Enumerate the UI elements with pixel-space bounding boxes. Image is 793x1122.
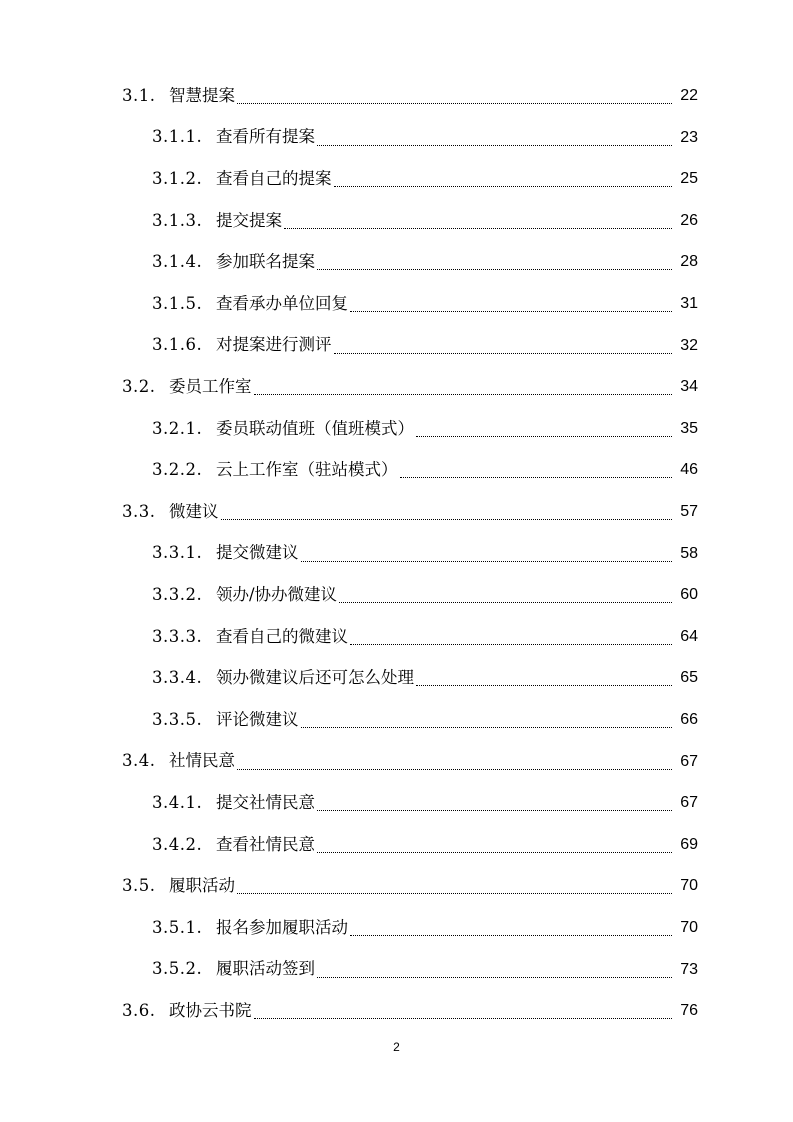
toc-entry-page: 67: [680, 794, 698, 812]
toc-entry-page: 60: [680, 586, 698, 604]
toc-dot-leader: [350, 935, 672, 936]
toc-entry[interactable]: [152, 575, 698, 615]
toc-dot-leader: [237, 893, 672, 894]
toc-entry-page: 76: [680, 1002, 698, 1020]
toc-entry-title: 对提案进行测评: [216, 335, 332, 355]
toc-entry-number: 3.6.: [122, 1000, 156, 1020]
toc-entry-title: 查看承办单位回复: [216, 293, 348, 313]
toc-entry-number: 3.3.: [122, 501, 156, 521]
toc-entry[interactable]: [122, 742, 698, 782]
toc-entry[interactable]: [152, 118, 698, 158]
toc-entry-title: 履职活动: [169, 876, 235, 896]
toc-entry-number: 3.1.3.: [152, 210, 203, 230]
toc-entry-title: 领办微建议后还可怎么处理: [216, 668, 414, 688]
toc-entry-title: 微建议: [169, 501, 219, 521]
toc-entry-number: 3.4.2.: [152, 834, 203, 854]
toc-entry-number: 3.2.2.: [152, 460, 203, 480]
toc-entry-number: 3.3.3.: [152, 626, 203, 646]
toc-dot-leader: [301, 727, 673, 728]
toc-entry-number: 3.4.: [122, 751, 156, 771]
toc-entry-page: 66: [680, 711, 698, 728]
toc-entry-number: 3.5.1.: [152, 917, 203, 937]
toc-entry[interactable]: [152, 450, 698, 490]
toc-entry-page: 25: [680, 170, 698, 188]
toc-dot-leader: [301, 561, 673, 562]
toc-dot-leader: [400, 477, 673, 478]
toc-entry-number: 3.1.4.: [152, 252, 203, 272]
toc-entry-number: 3.2.: [122, 376, 156, 396]
toc-entry-title: 查看自己的微建议: [216, 626, 348, 646]
toc-dot-leader: [334, 353, 673, 354]
toc-entry-page: 32: [680, 336, 698, 354]
toc-dot-leader: [317, 852, 672, 853]
toc-entry-page: 23: [680, 128, 698, 146]
toc-entry-number: 3.5.2.: [152, 959, 203, 979]
toc-dot-leader: [334, 186, 673, 187]
toc-entry-title: 评论微建议: [216, 709, 299, 729]
toc-dot-leader: [284, 228, 672, 229]
toc-entry[interactable]: [152, 201, 698, 241]
toc-entry[interactable]: [122, 367, 698, 407]
toc-entry-number: 3.3.1.: [152, 543, 203, 563]
toc-entry-title: 领办/协办微建议: [216, 584, 338, 604]
toc-entry-page: 64: [680, 627, 698, 645]
toc-dot-leader: [350, 644, 672, 645]
toc-entry[interactable]: [152, 159, 698, 199]
toc-entry-page: 58: [680, 544, 698, 562]
toc-dot-leader: [254, 1018, 673, 1019]
toc-entry[interactable]: [122, 76, 698, 116]
toc-entry-title: 提交微建议: [216, 543, 299, 563]
toc-entry-title: 政协云书院: [169, 1000, 252, 1020]
toc-entry-page: 26: [680, 211, 698, 229]
toc-dot-leader: [317, 977, 672, 978]
toc-entry-title: 报名参加履职活动: [216, 917, 348, 937]
toc-dot-leader: [317, 269, 672, 270]
toc-dot-leader: [416, 436, 672, 437]
toc-entry-number: 3.1.: [122, 85, 156, 105]
toc-entry-title: 查看社情民意: [216, 834, 315, 854]
toc-dot-leader: [254, 394, 673, 395]
toc-entry-title: 参加联名提案: [216, 252, 315, 272]
toc-entry-number: 3.3.5.: [152, 709, 203, 729]
toc-entry-number: 3.3.2.: [152, 584, 203, 604]
toc-entry-page: 22: [680, 87, 698, 104]
toc-entry-page: 35: [680, 419, 698, 437]
toc-entry-title: 查看自己的提案: [216, 168, 332, 188]
toc-entry-page: 73: [680, 960, 698, 978]
toc-dot-leader: [221, 519, 673, 520]
toc-entry[interactable]: [152, 908, 698, 948]
toc-dot-leader: [350, 311, 672, 312]
toc-entry-title: 查看所有提案: [216, 127, 315, 147]
toc-entry[interactable]: [152, 658, 698, 698]
toc-entry-page: 65: [680, 669, 698, 687]
toc-entry-page: 69: [680, 835, 698, 853]
toc-entry[interactable]: [152, 409, 698, 449]
toc-entry[interactable]: [152, 242, 698, 282]
toc-entry-number: 3.1.5.: [152, 293, 203, 313]
toc-entry-title: 云上工作室（驻站模式）: [216, 460, 398, 480]
toc-entry-number: 3.3.4.: [152, 668, 203, 688]
toc-entry-title: 委员工作室: [169, 376, 252, 396]
toc-entry-title: 委员联动值班（值班模式）: [216, 418, 414, 438]
toc-entry[interactable]: [152, 950, 698, 990]
toc-entry[interactable]: [122, 991, 698, 1031]
toc-entry[interactable]: [122, 866, 698, 906]
toc-entry[interactable]: [152, 534, 698, 574]
toc-entry-title: 履职活动签到: [216, 959, 315, 979]
toc-dot-leader: [339, 602, 672, 603]
page-number: 2: [393, 1040, 400, 1054]
toc-entry[interactable]: [152, 825, 698, 865]
toc-entry[interactable]: [152, 284, 698, 324]
toc-entry-page: 70: [680, 877, 698, 895]
toc-entry-title: 智慧提案: [169, 85, 235, 105]
toc-dot-leader: [237, 769, 672, 770]
toc-entry[interactable]: [152, 700, 698, 740]
toc-entry-title: 提交社情民意: [216, 792, 315, 812]
toc-entry-page: 46: [680, 461, 698, 479]
toc-entry[interactable]: [152, 326, 698, 366]
toc-entry-page: 31: [680, 295, 698, 312]
toc-entry[interactable]: [152, 617, 698, 657]
toc-entry-page: 67: [680, 752, 698, 770]
toc-entry-number: 3.5.: [122, 876, 156, 896]
toc-dot-leader: [416, 685, 672, 686]
toc-entry-title: 社情民意: [169, 751, 235, 771]
toc-entry[interactable]: [122, 492, 698, 532]
toc-entry-page: 34: [680, 378, 698, 396]
toc-dot-leader: [317, 145, 672, 146]
toc-entry-page: 70: [680, 919, 698, 936]
toc-dot-leader: [237, 103, 672, 104]
toc-entry-number: 3.1.1.: [152, 127, 203, 147]
toc-entry-page: 28: [680, 253, 698, 271]
toc-entry-number: 3.2.1.: [152, 418, 203, 438]
toc-entry-title: 提交提案: [216, 210, 282, 230]
toc-entry[interactable]: [152, 783, 698, 823]
toc-entry-number: 3.4.1.: [152, 792, 203, 812]
toc-entry-number: 3.1.6.: [152, 335, 203, 355]
toc-entry-number: 3.1.2.: [152, 168, 203, 188]
toc-entry-page: 57: [680, 503, 698, 520]
toc-dot-leader: [317, 810, 672, 811]
